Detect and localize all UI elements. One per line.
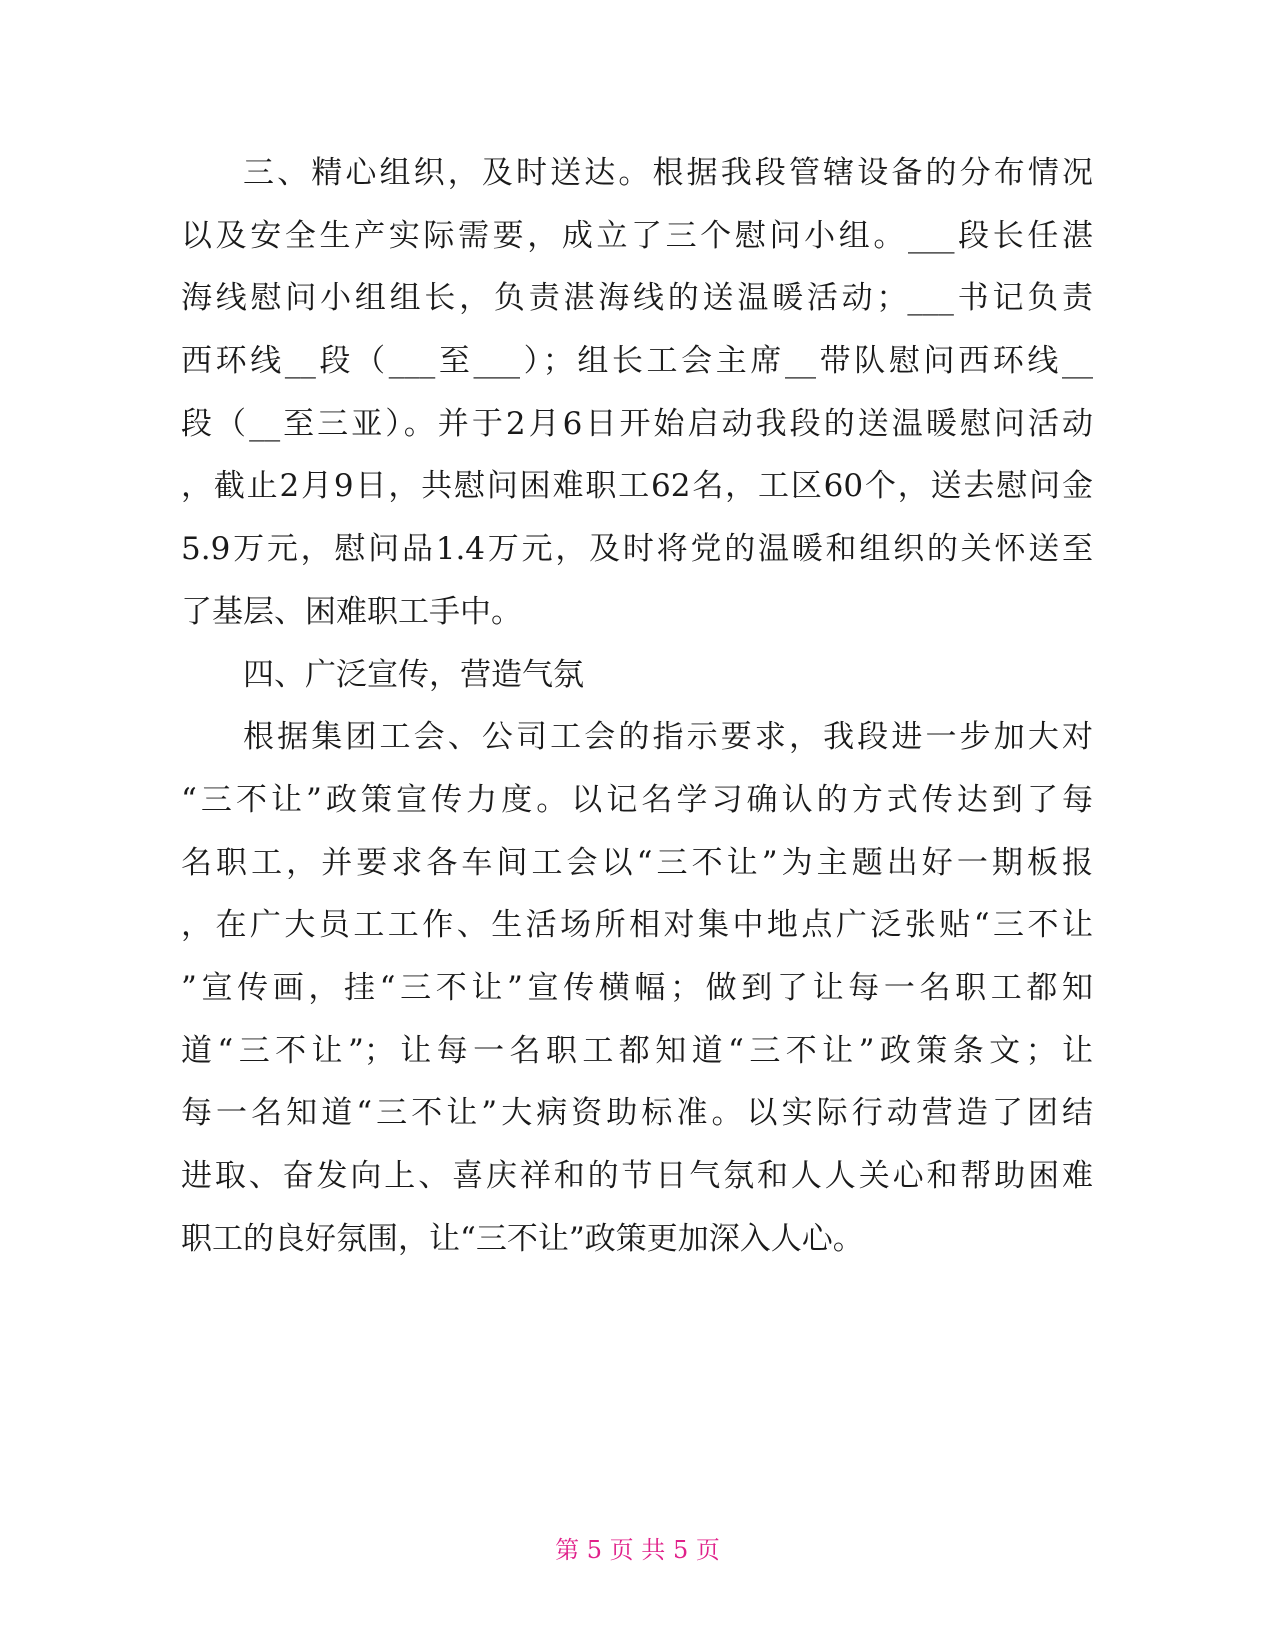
text-line: 职工的良好氛围，让“三不让”政策更加深入人心。 [181, 1220, 864, 1257]
text-line: 进取、奋发向上、喜庆祥和的节日气氛和人人关心和帮助困难 [181, 1158, 1093, 1194]
text-line: 每一名知道“三不让”大病资助标准。以实际行动营造了团结 [181, 1095, 1093, 1132]
text-line: ，在广大员工工作、生活场所相对集中地点广泛张贴“三不让 [181, 907, 1093, 944]
paragraph-section-three [181, 142, 1093, 644]
text-line: 名职工，并要求各车间工会以“三不让”为主题出好一期板报 [181, 844, 1093, 881]
heading-section-four [181, 644, 1093, 707]
section-heading: 四、广泛宣传，营造气氛 [243, 656, 584, 693]
paragraph-section-four-body [181, 706, 1093, 1270]
text-line: 西环线__段（___至___）；组长工会主席__带队慰问西环线__ [181, 343, 1093, 380]
text-line: 以及安全生产实际需要，成立了三个慰问小组。___段长任湛 [181, 217, 1093, 254]
text-line: 5.9万元，慰问品1.4万元，及时将党的温暖和组织的关怀送至 [181, 531, 1093, 568]
text-line: 根据集团工会、公司工会的指示要求，我段进一步加大对 [243, 719, 1093, 756]
page-number-footer: 第 5 页 共 5 页 [555, 1536, 720, 1564]
text-line: 海线慰问小组组长，负责湛海线的送温暖活动；___书记负责 [181, 280, 1093, 317]
text-line: 段（__至三亚）。并于2月6日开始启动我段的送温暖慰问活动 [181, 405, 1093, 442]
text-line: 了基层、困难职工手中。 [181, 593, 522, 630]
document-body [181, 142, 1093, 1270]
text-line: “三不让”政策宣传力度。以记名学习确认的方式传达到了每 [181, 781, 1093, 818]
text-line: ，截止2月9日，共慰问困难职工62名，工区60个，送去慰问金 [181, 468, 1093, 505]
text-line: 三、精心组织，及时送达。根据我段管辖设备的分布情况 [243, 155, 1093, 191]
text-line: ”宣传画，挂“三不让”宣传横幅；做到了让每一名职工都知 [181, 969, 1093, 1006]
text-line: 道“三不让”；让每一名职工都知道“三不让”政策条文；让 [181, 1032, 1093, 1069]
